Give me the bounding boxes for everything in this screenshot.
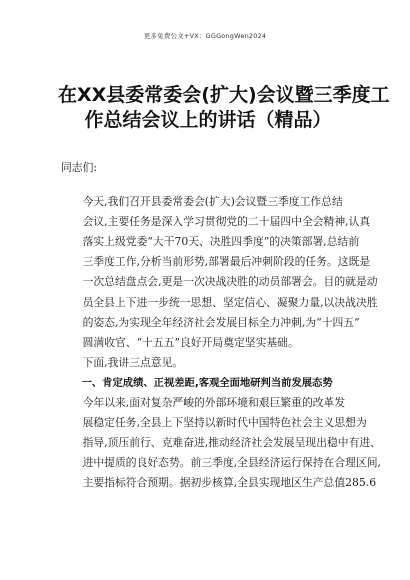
document-title (58, 83, 390, 133)
paragraph-section-one (61, 393, 381, 493)
document-body (61, 158, 381, 494)
paragraph-three-points: 下面,我讲三点意见。 (82, 355, 184, 369)
paragraph-intro (61, 192, 378, 353)
header-note: 更多免费公文+VX：GGGongWen2024 (143, 32, 267, 40)
paragraph-line: 圆满收官、“十五五”良好开局奠定坚实基础。 (82, 335, 299, 349)
paragraph-line: 会议,主要任务是深入学习贯彻党的二十届四中全会精神,认真 (82, 215, 371, 229)
paragraph-line: 员全县上下进一步统一思想、坚定信心、凝聚力量,以决战决胜 (82, 295, 378, 309)
paragraph-line: 三季度工作,分析当前形势,部署最后冲刺阶段的任务。这既是 (82, 255, 371, 269)
paragraph-line: 进中提质的良好态势。前三季度,全县经济运行保持在合理区间, (82, 456, 381, 470)
title-line-1: 在XX县委常委会(扩大)会议暨三季度工 (58, 84, 390, 106)
paragraph-line: 的姿态,为实现全年经济社会发展目标全力冲刺,为“十四五” (82, 315, 360, 329)
title-line-2: 作总结会议上的讲话（精品） (84, 109, 332, 131)
paragraph-line: 展稳定任务,全县上下坚持以新时代中国特色社会主义思想为 (82, 416, 367, 430)
section-heading: 一、肯定成绩、正视差距,客观全面地研判当前发展态势 (81, 376, 333, 389)
paragraph-line: 今年以来,面对复杂严峻的外部环境和艰巨繁重的改革发 (82, 396, 346, 410)
paragraph-line: 主要指标符合预期。据初步核算,全县实现地区生产总值285.6 (82, 476, 377, 490)
paragraph-line: 今天,我们召开县委常委会(扩大)会议暨三季度工作总结 (82, 195, 343, 209)
salutation: 同志们: (61, 161, 98, 174)
paragraph-line: 落实上级党委“大干70天、决胜四季度”的决策部署,总结前 (82, 235, 360, 249)
paragraph-line: 一次总结盘点会,更是一次决战决胜的动员部署会。目的就是动 (82, 275, 378, 289)
paragraph-line: 指导,顶压前行、克难奋进,推动经济社会发展呈现出稳中有进、 (82, 436, 381, 450)
